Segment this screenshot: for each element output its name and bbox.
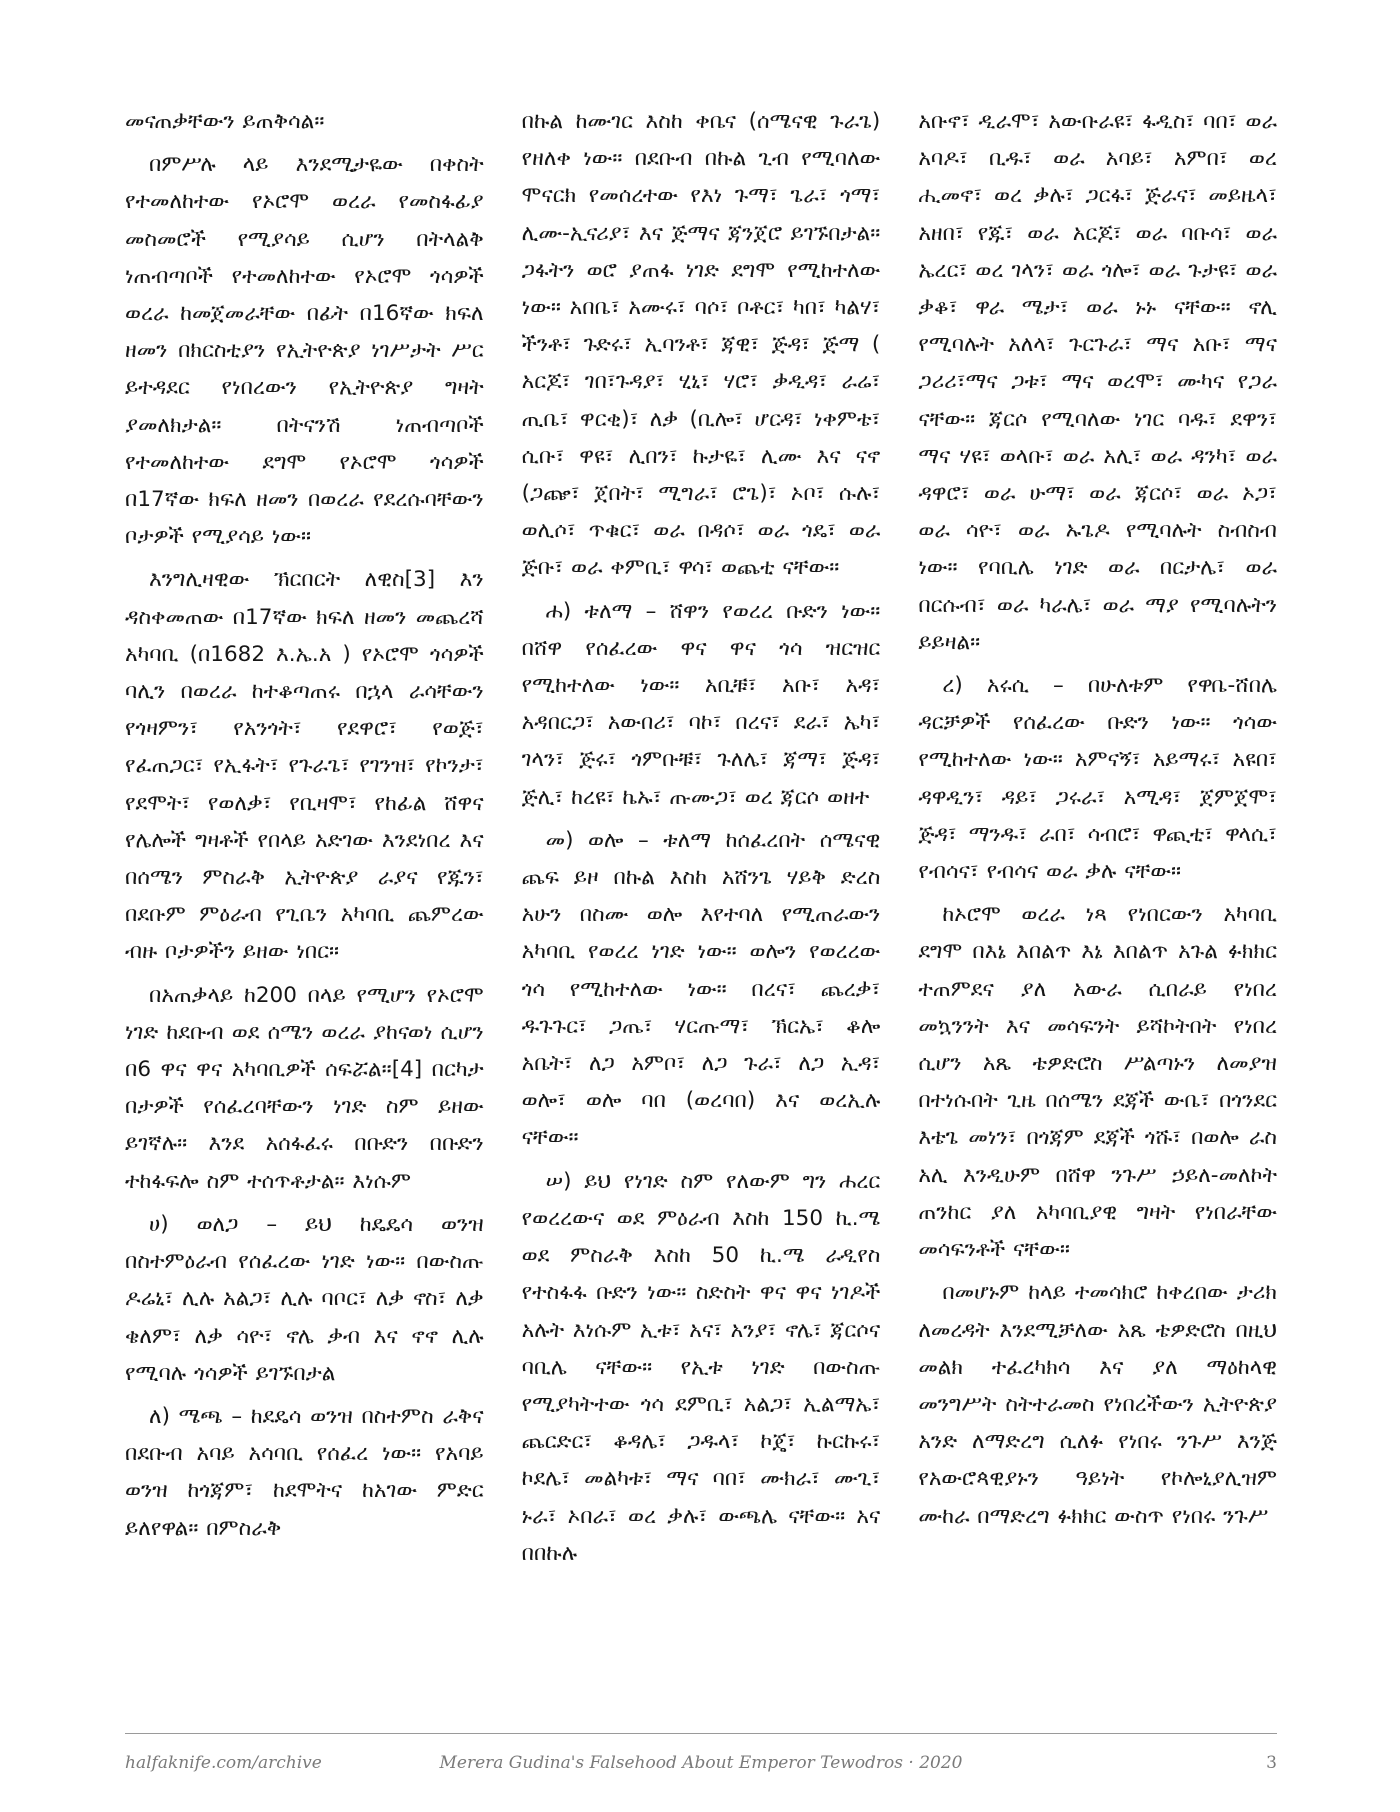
article-body bbox=[125, 103, 1277, 1713]
paragraph: መናጠቃቸውን ይጠቅሳል። bbox=[125, 109, 325, 134]
paragraph: ከኦሮሞ ወረራ ነጻ የነበርውን አካባቢ ደግሞ በእኔ እበልጥ እኔ እበልጥ አጉል ፉክክር ተጠምደና ያለ አውራ ሲበራይ የነበረ መኳንንት እና መሳፍንት ይሻኮትበት የነበረ ሲሆን አጼ ቴዎድሮስ ሥልጣኑን ለመያዝ በተነሱበት ጊዜ በሰሜን ደጃች ውቤ፣ በጎንደር እቴጌ መነን፣ በጎጃም ደጃች ጎሹ፣ በወሎ ራስ አሊ እንዲሁም በሸዋ ንጉሥ ኃይለ-መለኮት ጠንከር ያለ አካባቢያዊ ግዛት የነበራቸው መሳፍንቶች ናቸው። bbox=[918, 902, 1277, 1263]
paragraph: በመሆኑም ከላይ ተመሳክሮ ከቀረበው ታሪክ ለመረዳት እንደሚቻለው አጼ ቴዎድሮስ በዚህ መልክ ተፈረካክሳ እና ያለ ማዕከላዊ መንግሥት ስትተራመስ የነበረችውን ኢትዮጵያ አንድ ለማድረግ ሲለፉ የነበሩ ንጉሥ እንጅ የአውሮጳዊያኑን ዓይነት የኮሎኒያሊዝም ሙከራ በማድረግ ፉክክር ውስጥ የነበሩ ንጉሥ bbox=[918, 1280, 1277, 1529]
column-3 bbox=[918, 103, 1277, 1713]
footer-title: Merera Gudina's Falsehood About Emperor Tewodros · 2020 bbox=[439, 1753, 963, 1773]
paragraph: ሐ) ቱለማ – ሸዋን የወረረ ቡድን ነው። በሸዋ የሰፈረው ዋና ዋና ጎሳ ዝርዝር የሚከተለው ነው። አቢቹ፣ አቡ፣ አዳ፣ አዳበርጋ፣ አውበሪ፣ ባኮ፣ በረና፣ ደራ፣ ኤካ፣ ገላን፣ ጅሩ፣ ጎምቡቹ፣ ጉለሌ፣ ጃማ፣ ጅዳ፣ ጅሊ፣ ከረዩ፣ ኬኡ፣ ጡሙጋ፣ ወረ ጃርሶ ወዘተ bbox=[521, 598, 881, 810]
paragraph: ሠ) ይህ የነገድ ስም የለውም ግን ሐረር የወረረውና ወደ ምዕራብ እስከ 150 ኪ.ሜ ወደ ምስራቅ እስከ 50 ኪ.ሜ ራዲየስ የተስፋፋ ቡድን ነው። ስድስት ዋና ዋና ነገዶች አሉት እነሱም ኢቱ፣ አና፣ አንያ፣ ኖሌ፣ ጃርሶና ባቢሌ ናቸው። የኢቱ ነገድ በውስጡ የሚያካትተው ጎሳ ደምቢ፣ አልጋ፣ ኢልማኤ፣ ጨርድር፣ ቆዳሌ፣ ጋዱላ፣ ኮጄ፣ ኩርኩሩ፣ ኮደሌ፣ መልካቱ፣ ማና ባበ፣ ሙክራ፣ ሙጊ፣ ኑራ፣ ኦበራ፣ ወረ ቃሉ፣ ውጫሌ ናቸው። አና በበኩሉ bbox=[521, 1168, 881, 1566]
paragraph: መ) ወሎ – ቱለማ ከሰፈረበት ሰሜናዊ ጨፍ ይዞ በኩል እስከ አሸንጌ ሃይቅ ድረስ አሁን በስሙ ወሎ እየተባለ የሚጠራውን አካባቢ የወረረ ነገድ ነው። ወሎን የወረረው ጎሳ የሚከተለው ነው። በረና፣ ጨረቃ፣ ዱጉጉር፣ ጋጤ፣ ሃርጡማ፣ ኽርኤ፣ ቆሎ አቤት፣ ለጋ አምቦ፣ ለጋ ጉራ፣ ለጋ ኢዳ፣ ወሎ፣ ወሎ ባበ (ወረባበ) እና ወረኢሉ ናቸው። bbox=[521, 827, 881, 1151]
page-number: 3 bbox=[1266, 1753, 1277, 1773]
paragraph: ሀ) ወለጋ – ይህ ከዴዴሳ ወንዝ በስተምዕራብ የሰፈረው ነገድ ነው። በውስጡ ዶሬኒ፣ ሊሉ አልጋ፣ ሊሉ ባቦር፣ ለቃ ኖስ፣ ለቃ ቄለም፣ ለቃ ሳዮ፣ ኖሌ ቃብ እና ኖኖ ሊሉ የሚባሉ ጎሳዎች ይገኙበታል bbox=[125, 1211, 484, 1386]
paragraph: በምሥሉ ላይ እንደሚታዬው በቀስት የተመለከተው የኦሮሞ ወረራ የመስፋፊያ መስመሮች የሚያሳይ ሲሆን በትላልቅ ነጠብጣቦች የተመለከተው የኦሮሞ ጎሳዎች ወረራ ከመጀመራቸው በፊት በ16ኛው ክፍለ ዘመን በክርስቲያን የኢትዮጵያ ነገሥታት ሥር ይተዳደር የነበረውን የኢትዮጵያ ግዛት ያመለክታል። በትናንሽ ነጠብጣቦች የተመለከተው ደግሞ የኦሮሞ ጎሳዎች በ17ኛው ክፍለ ዘመን በወረራ የደረሱባቸውን ቦታዎች የሚያሳይ ነው። bbox=[125, 152, 484, 550]
paragraph: ረ) አሩሲ – በሁለቱም የዋቤ-ሸበሌ ዳርቻዎች የሰፈረው ቡድን ነው። ጎሳው የሚከተለው ነው። አምናኝ፣ አይማሩ፣ አዩበ፣ ዳዋዲን፣ ዳይ፣ ጋሩራ፣ አሚዳ፣ ጀምጀሞ፣ ጅዳ፣ ማንዱ፣ ራበ፣ ሳብሮ፣ ዋጪቲ፣ ዋላሲ፣ የብሳና፣ የብሳና ወራ ቃሉ ናቸው። bbox=[918, 673, 1277, 885]
column-1 bbox=[125, 103, 484, 1713]
paragraph: በኩል ከሙገር እስከ ቀቤና (ሰሜናዊ ጉራጌ) የዘለቀ ነው። በደቡብ በኩል ጊብ የሚባለው ሞናርክ የመሰረተው የእነ ጉማ፣ ጌራ፣ ጎማ፣ ሊሙ-ኢናሪያ፣ እና ጅማና ጃንጀሮ ይገኙበታል። ጋፋትን ወሮ ያጠፋ ነገድ ደግሞ የሚከተለው ነው። አበቤ፣ አሙሩ፣ ባሶ፣ ቦቶር፣ ካበ፣ ካልሃ፣ ችንቶ፣ ጉድሩ፣ ኢባንቶ፣ ጃዊ፣ ጅዳ፣ ጅማ ( አርጆ፣ ገበ፣ጉዳያ፣ ሂኒ፣ ሃሮ፣ ቃዲዳ፣ ራሬ፣ ጢቤ፣ ዋርቂ)፣ ለቃ (ቢሎ፣ ሆርዳ፣ ነቀምቴ፣ ሲቡ፣ ዋዩ፣ ሊበን፣ ኩታዬ፣ ሊሙ እና ናኖ (ጋጬ፣ ጀበት፣ ሚግራ፣ ሮጌ)፣ ኦቦ፣ ሱሉ፣ ወሊሶ፣ ጥቁር፣ ወራ በዳሶ፣ ወራ ጎዴ፣ ወራ ጅቡ፣ ወራ ቀምቢ፣ ዋሳ፣ ወጨቲ ናቸው። bbox=[521, 109, 881, 581]
footer-site-link[interactable]: halfaknife.com/archive bbox=[125, 1753, 322, 1773]
paragraph: አቡኖ፣ ዲራሞ፣ አውቡራዩ፣ ፋዲስ፣ ባበ፣ ወራ አባዶ፣ ቢዱ፣ ወራ አባይ፣ አምበ፣ ወረ ሒመኖ፣ ወረ ቃሉ፣ ጋርፋ፣ ጅራና፣ መይዜላ፣ አዘበ፣ የጁ፣ ወራ አርጆ፣ ወራ ባቡሳ፣ ወራ ኤረር፣ ወረ ገላን፣ ወራ ጎሎ፣ ወራ ጉታዩ፣ ወራ ቃቆ፣ ዋራ ሜታ፣ ወራ ኑኑ ናቸው። ኖሊ የሚባሉት አለላ፣ ጉርጉራ፣ ማና አቡ፣ ማና ጋሪሪ፣ማና ጋቱ፣ ማና ወረሞ፣ ሙካና የጋራ ናቸው። ጃርሶ የሚባለው ነገር ባዱ፣ ደዋን፣ ማና ሃዩ፣ ወላቡ፣ ወራ አሊ፣ ወራ ዳንካ፣ ወራ ዳዋሮ፣ ወራ ሁማ፣ ወራ ጃርሶ፣ ወራ ኦጋ፣ ወራ ሳዮ፣ ወራ ኡጌዶ የሚባሉት ስብስብ ነው። የባቢሌ ነገድ ወራ በርታሌ፣ ወራ በርሱብ፣ ወራ ካራሌ፣ ወራ ማያ የሚባሉትን ይይዛል። bbox=[918, 109, 1277, 655]
paragraph: እንግሊዛዊው ኽርበርት ለዊስ[3] እን ዳስቀመጠው በ17ኛው ክፍለ ዘመን መጨረሻ አካባቢ (በ1682 እ.ኤ.አ ) የኦሮሞ ጎሳዎች ባሊን በወረራ ከተቆጣጠሩ በኋላ ራሳቸውን የጎዛምን፣ የአንጎት፣ የደዋሮ፣ የወጅ፣ የፈጠጋር፣ የኢፋት፣ የጉራጌ፣ የገንዝ፣ የኮንታ፣ የደሞት፣ የወለቃ፣ የቢዛሞ፣ የከፊል ሸዋና የሌሎች ግዛቶች የበላይ አድገው እንደነበረ እና በሰሜን ምስራቅ ኢትዮጵያ ራያና የጁን፣ በደቡም ምዕራብ የጊቤን አካባቢ ጨምረው ብዙ ቦታዎችን ይዘው ነበር። bbox=[125, 567, 484, 965]
footer-divider bbox=[125, 1733, 1277, 1734]
paragraph: በአጠቃላይ ከ200 በላይ የሚሆን የኦሮሞ ነገድ ከደቡብ ወደ ሰሜን ወረራ ያከናወነ ሲሆን በ6 ዋና ዋና አካባቢዎች ሰፍሯል።[4] በርካታ በታዎች የሰፈረባቸውን ነገድ ስም ይዘው ይገኛሉ። እንደ አሰፋፈሩ በቡድን በቡድን ተከፋፍሎ ስም ተሰጥቶታል። እነሱም bbox=[125, 982, 484, 1194]
paragraph: ለ) ሜጫ – ከደዴሳ ወንዝ በስተምስ ራቅና በደቡብ አባይ አሳባቢ የሰፈረ ነው። የአባይ ወንዝ ከጎጃም፣ ከደሞትና ከአገው ምድር ይለየዋል። በምስራቅ bbox=[125, 1403, 484, 1541]
column-2 bbox=[522, 103, 881, 1713]
